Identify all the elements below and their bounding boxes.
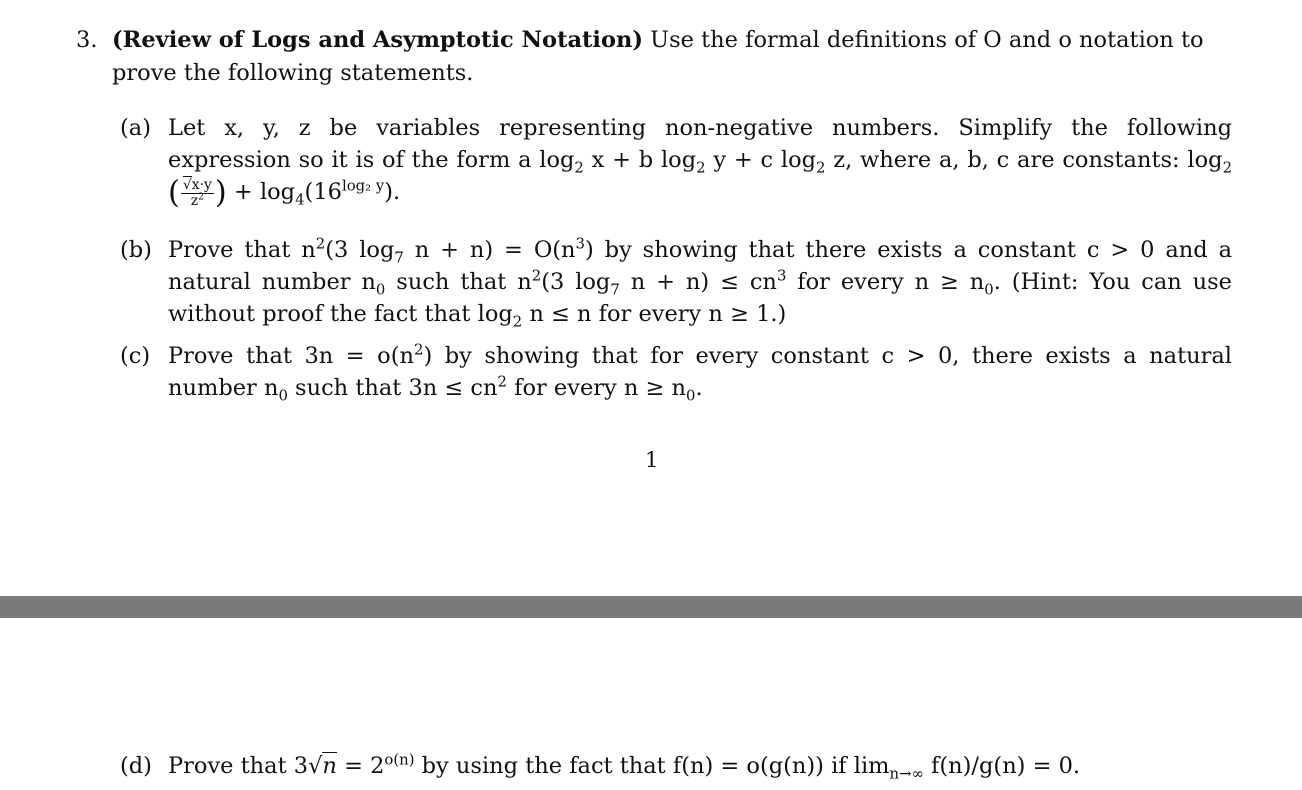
- problem-intro: Use the formal definitions of O and o notation to prove the following statements.: [112, 27, 1204, 86]
- part-a-text: Let x, y, z be variables representing non-negative numbers. Simplify the following expression so it is of the form a log: [168, 115, 1232, 173]
- part-c: [120, 340, 1232, 404]
- problem-number: 3.: [76, 27, 98, 53]
- part-c-text: Prove that $3n = o(n^2)$ by showing that for every constant c > 0, there exists a natural number $n_0$ such that $3n \le cn^2$ for every $n \ge n_0$.: [168, 340, 1232, 405]
- page-number: 1: [645, 448, 659, 472]
- part-d: [120, 750, 1232, 782]
- part-b: [120, 234, 1232, 330]
- problem-3: [76, 24, 1236, 90]
- fraction: $\frac{√x\cdot y}{z^2}$: [182, 176, 212, 209]
- part-a: (a) Let x, y, z be variables representing non-negative numbers. Simplify the following expression so it is of the form a $\log_2 x + b$ $\log_2 y + c$ $\log_2 z$, where a, b, c are constants: $\log_2$ ( $\frac{√x\cdot y}{z^2}$ ) + $\log_4(16^{log_2 y})$.: [120, 112, 1232, 210]
- page-separator: [0, 596, 1302, 618]
- part-a-label: (a): [120, 115, 151, 141]
- part-b-text: Prove that $n^2(3$ $\log_7 n + n) = O(n^3)$ by showing that there exists a constant c > 0 and a natural number $n_0$ such that $n^2(3$ $\log_7 n + n) \le cn^3$ for every $n \ge n_0$. (Hint: You can use without proof the fact that $\log_2 n \le n$ for every n ≥ 1.): [168, 234, 1232, 331]
- part-c-label: (c): [120, 343, 151, 369]
- part-d-label: (d): [120, 753, 152, 779]
- part-b-label: (b): [120, 237, 152, 263]
- page-2: [0, 618, 1302, 790]
- part-d-text: Prove that $3√n = 2^{o(n)}$ by using the fact that f(n) = o(g(n)) if $\lim_{n\to\infty} f(n)/g(n) = 0$.: [168, 750, 1081, 783]
- problem-heading: (Review of Logs and Asymptotic Notation): [112, 27, 643, 53]
